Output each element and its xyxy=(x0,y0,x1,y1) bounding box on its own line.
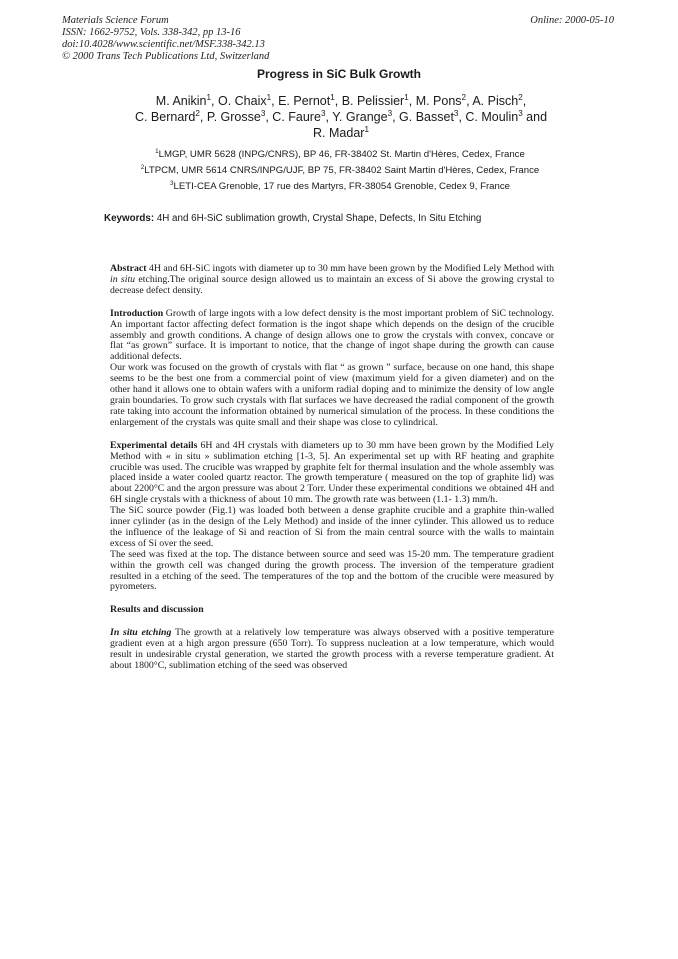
author-affiliation-marker: 3 xyxy=(518,108,523,118)
author-affiliation-marker: 2 xyxy=(195,108,200,118)
journal-name: Materials Science Forum xyxy=(62,15,169,26)
author-name-text: G. Basset xyxy=(399,110,454,124)
results-paragraph-1: In situ etching The growth at a relatively low temperature was always observed with a positive temperature gradient even at a high argon pressure (650 Torr). To suppress nucleation at a low temperature, which would result in undesirable crystal generation, we started the growth process with a reverse temperature gradient. At about 1800°C, sublimation etching of the seed was observed xyxy=(110,627,554,671)
author-affiliation-marker: 1 xyxy=(364,124,369,134)
author-affiliation-marker: 1 xyxy=(206,92,212,102)
author-name-text: R. Madar xyxy=(313,126,365,140)
introduction-paragraph-1: Introduction Growth of large ingots with a low defect density is the most important problem of SiC technology. An important factor affecting defect formation is the ingot shape which depends on the design of the crucible assembly and growth conditions. A change of design allows one to grow the crystals with convex, concave or flat “as grown” surface. It is important to notice, that the change of ingot shape during the growth can cause additional defects. xyxy=(110,307,554,363)
author-name-text: P. Grosse xyxy=(206,110,261,124)
author-affiliation-marker: 1 xyxy=(330,92,335,102)
author-name xyxy=(313,126,369,140)
author-name xyxy=(218,94,271,108)
affiliation-3: $^3$LETI-CEA Grenoble, 17 rue des Martyrs, FR-38054 Grenoble, Cedex 9, France xyxy=(170,179,510,192)
keywords-text: 4H and 6H-SiC sublimation growth, Crystal Shape, Defects, In Situ Etching xyxy=(154,213,482,224)
experimental-paragraph-1: Experimental details 6H and 4H crystals with diameters up to 30 mm have been grown by the Modified Lely Method with « in situ » sublimation etching [1-3, 5]. An experimental set up with RF heating and graphite crucible was used. The crucible was wrapped by graphite felt for thermal insulation and the whole assembly was placed inside a water cooled quartz reactor. The growth temperature ( measured on the top of graphite lid) was about 2200°C and the argon pressure was about 2 Torr. Under these experimental conditions we obtained 4H and 6H single crystals with a thickness of about 10 mm. The growth rate was between (1.1- 1.3) mm/h. xyxy=(110,439,554,506)
author-name-text: M. Pons xyxy=(415,94,462,108)
issn-line: ISSN: 1662-9752, Vols. 338-342, pp 13-16 xyxy=(62,27,241,38)
affiliation-list xyxy=(80,147,600,195)
copyright-line: © 2000 Trans Tech Publications Ltd, Switzerland xyxy=(62,51,270,62)
doi-line: doi:10.4028/www.scientific.net/MSF.338-342.13 xyxy=(62,39,265,50)
journal-metadata xyxy=(62,15,269,63)
author-and: and xyxy=(522,110,548,124)
author-affiliation-marker: 3 xyxy=(260,108,266,118)
author-affiliation-marker: 1 xyxy=(266,92,272,102)
author-name xyxy=(472,94,522,108)
author-name-text: Y. Grange xyxy=(332,110,388,124)
affiliation-1: $^1$LMGP, UMR 5628 (INPG/CNRS), BP 46, FR-38402 St. Martin d'Hères, Cedex, France xyxy=(155,147,525,160)
affiliation-2: $^2$LTPCM, UMR 5614 CNRS/INPG/UJF, BP 75, FR-38402 Saint Martin d'Hères, Cedex, France xyxy=(140,163,540,176)
author-name-text: C. Faure xyxy=(272,110,321,124)
author-affiliation-marker: 2 xyxy=(461,92,467,102)
author-affiliation-marker: 3 xyxy=(453,108,459,118)
author-name xyxy=(332,110,392,124)
author-name-text: A. Pisch xyxy=(472,94,519,108)
author-name xyxy=(272,110,325,124)
results-heading: Results and discussion xyxy=(110,604,204,616)
paper-title: Progress in SiC Bulk Growth xyxy=(256,67,422,81)
author-name-text: C. Bernard xyxy=(134,110,196,124)
author-name-text: C. Moulin xyxy=(465,110,519,124)
keywords-line xyxy=(104,213,481,224)
experimental-paragraph-3: The seed was fixed at the top. The distance between source and seed was 15-20 mm. The temperature gradient within the growth cell was changed during the growth process. The inversion of the temperature gradient resulted in a etching of the seed. The temperatures of the top and the bottom of the crucible were measured by pyrometers. xyxy=(110,548,554,593)
author-affiliation-marker: 1 xyxy=(404,92,409,102)
abstract-paragraph: Abstract 4H and 6H-SiC ingots with diameter up to 30 mm have been grown by the Modified Lely Method with in situ etching.The original source design allowed us to maintain an excess of Si above the growing crystal to decrease defect density. xyxy=(110,263,554,296)
online-date: Online: 2000-05-10 xyxy=(530,15,614,26)
introduction-paragraph-2: Our work was focused on the growth of crystals with flat “ as grown ” surface, because on one hand, this shape seems to be the best one from a commercial point of view (maximum yield for a given diameter) and on the other hand it allows one to obtain wafers with a uniform radial doping and to minimize the density of low angle grain boundaries. To grow such crystals with flat surfaces we have decreased the radial component of the growth rate taking into account the information obtained by numerical simulation of the process. In these conditions the enlargement of the crystals was quite small and their shape was close to cylindrical. xyxy=(110,362,554,428)
author-name xyxy=(342,94,409,108)
author-name xyxy=(416,94,466,108)
author-name xyxy=(465,110,522,124)
author-name-text: E. Pernot xyxy=(278,94,331,108)
author-name-text: M. Anikin xyxy=(155,94,207,108)
keywords-label: Keywords: xyxy=(104,213,155,224)
author-name xyxy=(156,94,211,108)
author-name xyxy=(399,110,458,124)
author-affiliation-marker: 3 xyxy=(387,108,393,118)
experimental-paragraph-2: The SiC source powder (Fig.1) was loaded both between a dense graphite crucible and a graphite thin-walled inner cylinder (as in the design of the Lely Method) and inside of the inner cylinder. This allowed us to reduce the influence of the leakage of Si and reaction of Si from the main central source with the walls to maintain excess of Si over the seed. xyxy=(110,505,554,549)
author-name-text: O. Chaix xyxy=(217,94,267,108)
author-name xyxy=(207,110,265,124)
author-name xyxy=(278,94,335,108)
author-name xyxy=(135,110,200,124)
author-list: M. Anikin$^1$, O. Chaix$^1$, E. Pernot$^1$, B. Pelissier$^1$, M. Pons$^2$, A. Pisch$^2$, C. Bernard$^2$, P. Grosse$^3$, C. Faure$^3$, Y. Grange$^3$, G. Basset$^3$, C. Moulin$^3$ and R. Madar$^1$ xyxy=(134,92,548,140)
author-affiliation-marker: 3 xyxy=(320,108,326,118)
author-name-text: B. Pelissier xyxy=(341,94,405,108)
paper-body xyxy=(110,264,554,672)
author-affiliation-marker: 2 xyxy=(518,92,523,102)
